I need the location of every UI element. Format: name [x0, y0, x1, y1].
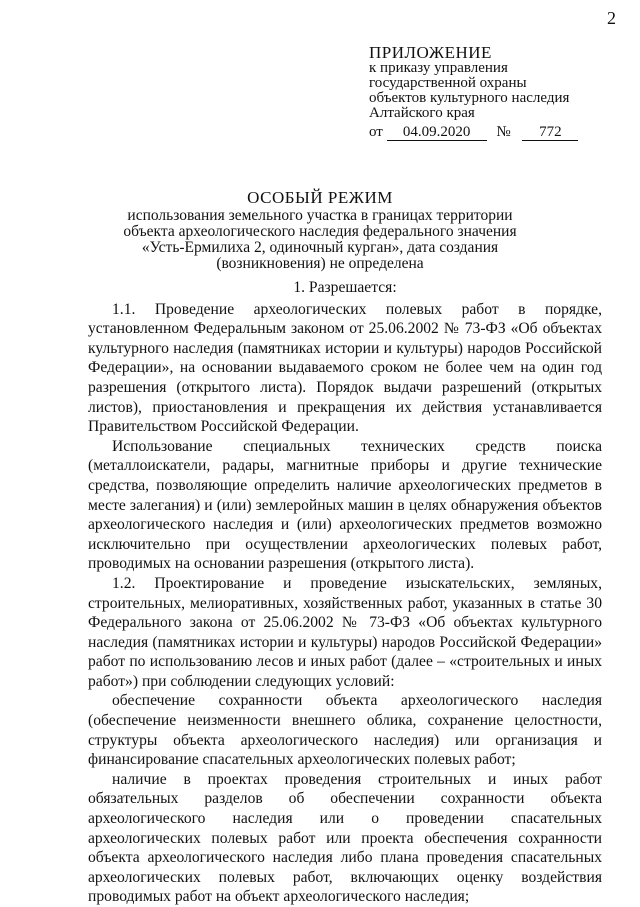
page-number: 2 [607, 8, 616, 28]
appendix-line: объектов культурного наследия [369, 90, 570, 106]
paragraph: обеспечение сохранности объекта археологического наследия (обеспечение неизменности внешнего облика, сохранение целостности, структуры объекта археологического наследия) или организация и финансирование спасательных археологических полевых работ; [88, 692, 602, 769]
paragraph: 1.2. Проектирование и проведение изыскательских, земляных, строительных, мелиоративных, хозяйственных работ, указанных в статье 30 Федерального закона от 25.06.2002 № 73-ФЗ «Об объектах культурного наследия (памятниках истории и культуры) народов Российской Федерации» работ по использованию лесов и иных работ (далее – «строительных и иных работ») при соблюдении следующих условий: [88, 574, 602, 690]
heading-title: ОСОБЫЙ РЕЖИМ [247, 188, 393, 207]
heading-line: объекта археологического наследия федерального значения [123, 223, 517, 240]
order-number: 772 [522, 124, 578, 141]
order-number-label: № [496, 124, 511, 140]
document-body [88, 278, 602, 907]
document-heading [100, 190, 540, 272]
paragraph: 1.1. Проведение археологических полевых работ в порядке, установленном Федеральным законом от 25.06.2002 № 73-ФЗ «Об объектах культурного наследия (памятниках истории и культуры) народов Российской Федерации», на основании выдаваемого сроком не более чем на один год разрешения (открытого листа). Порядок выдачи разрешений (открытых листов), приостановления и прекращения их действия устанавливается Правительством Российской Федерации. [88, 300, 602, 436]
order-date: 04.09.2020 [387, 124, 487, 141]
appendix-line: к приказу управления [369, 60, 508, 76]
section-heading: 1. Разрешается: [293, 279, 397, 296]
appendix-line: государственной охраны [369, 75, 527, 91]
order-line [369, 124, 619, 141]
heading-line: использования земельного участка в границах территории [127, 207, 513, 224]
heading-line: (возникновения) не определена [216, 255, 424, 272]
appendix-line: Алтайского края [369, 105, 475, 121]
paragraph: наличие в проектах проведения строительных и иных работ обязательных разделов об обеспечении сохранности объекта археологического наследия или о проведении спасательных археологических полевых работ или проекта обеспечения сохранности объекта археологического наследия либо плана проведения спасательных археологических полевых работ, включающих оценку воздействия проводимых работ на объект археологического наследия; [88, 770, 602, 906]
appendix-title: ПРИЛОЖЕНИЕ [369, 43, 492, 62]
appendix-block [369, 44, 619, 141]
heading-line: «Усть-Ермилиха 2, одиночный курган», дата создания [141, 239, 499, 256]
paragraph: Использование специальных технических средств поиска (металлоискатели, радары, магнитные приборы и другие технические средства, позволяющие определить наличие археологических предметов в месте залегания) и (или) землеройных машин в целях обнаружения объектов археологического наследия и (или) археологических предметов возможно исключительно при осуществлении археологических полевых работ, проводимых на основании разрешения (открытого листа). [88, 437, 602, 573]
order-from-label: от [369, 124, 383, 140]
